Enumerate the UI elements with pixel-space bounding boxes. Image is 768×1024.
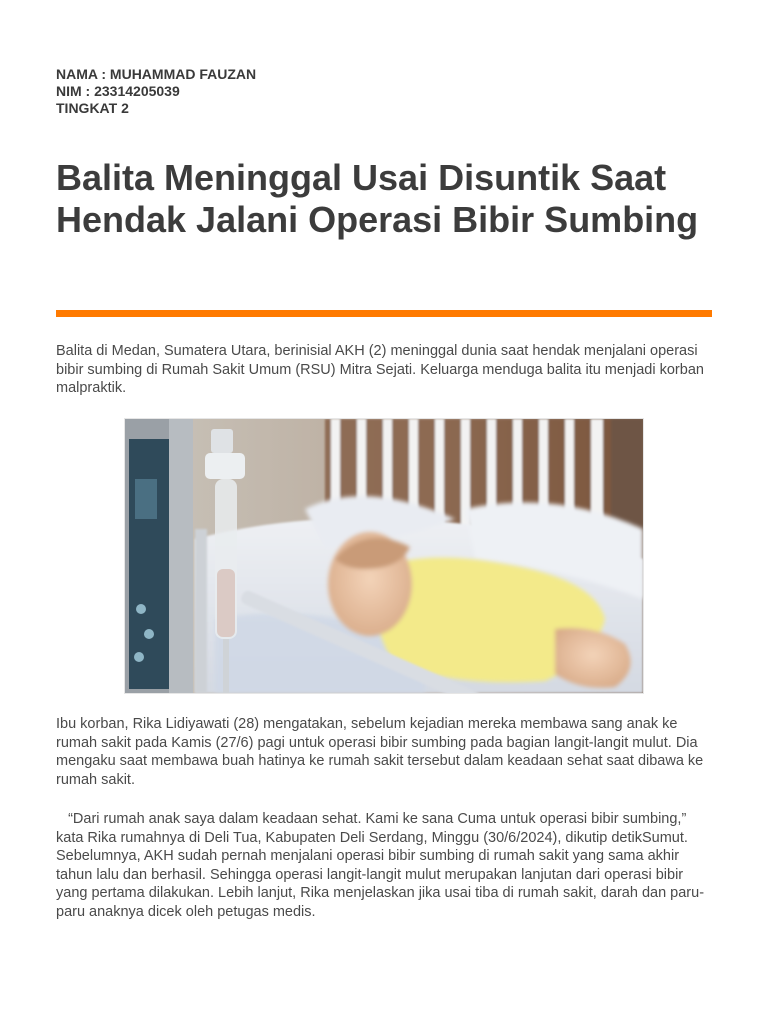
student-level: TINGKAT 2: [56, 100, 129, 116]
body-paragraph-2: Ibu korban, Rika Lidiyawati (28) mengatakan, sebelum kejadian mereka membawa sang anak ke rumah sakit pada Kamis (27/6) pagi untuk operasi bibir sumbing pada bagian langit-langit mulut. Dia mengaku saat membawa buah hatinya ke rumah sakit tersebut dalam keadaan sehat saat dibawa ke rumah sakit.: [56, 716, 704, 788]
article-title: Balita Meninggal Usai Disuntik Saat Hendak Jalani Operasi Bibir Sumbing: [56, 157, 699, 240]
hospital-child-illustration: [125, 419, 643, 693]
article-photo: [124, 418, 644, 694]
student-info: [56, 66, 256, 117]
lead-paragraph: Balita di Medan, Sumatera Utara, berinisial AKH (2) meninggal dunia saat hendak menjalani operasi bibir sumbing di Rumah Sakit Umum (RSU) Mitra Sejati. Keluarga menduga balita itu menjadi korban malpraktik.: [56, 343, 704, 396]
body-paragraph-3: “Dari rumah anak saya dalam keadaan sehat. Kami ke sana Cuma untuk operasi bibir sumbing,” kata Rika rumahnya di Deli Tua, Kabupaten Deli Serdang, Minggu (30/6/2024), dikutip detikSumut. Sebelumnya, AKH sudah pernah menjalani operasi bibir sumbing di rumah sakit yang sama akhir tahun lalu dan berhasil. Sehingga operasi langit-langit mulut merupakan lanjutan dari operasi bibir yang pertama dilakukan. Lebih lanjut, Rika menjelaskan jika usai tiba di rumah sakit, darah dan paru-paru anaknya dicek oleh petugas medis.: [56, 811, 705, 920]
student-nim: NIM : 23314205039: [56, 83, 180, 99]
student-name: NAMA : MUHAMMAD FAUZAN: [56, 66, 257, 82]
title-divider: [56, 310, 712, 317]
